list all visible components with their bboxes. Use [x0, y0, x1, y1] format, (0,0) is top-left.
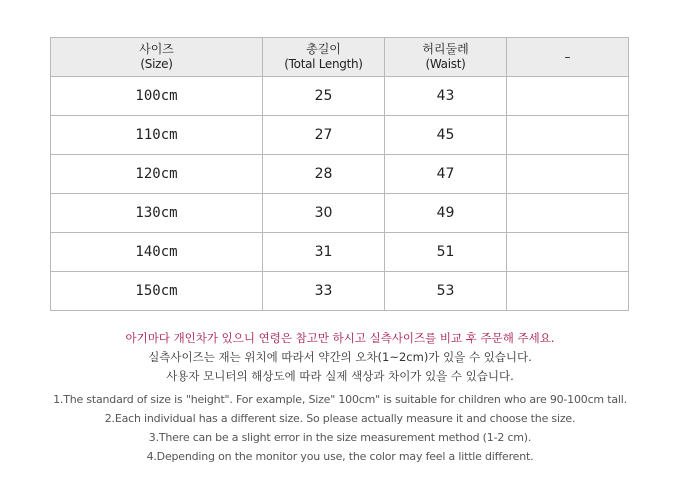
header-total-length-main: 총길이: [306, 42, 341, 56]
note-ko-2: 실측사이즈는 재는 위치에 따라서 약간의 오차(1~2cm)가 있을 수 있습니다.: [148, 350, 532, 364]
cell-size: 120cm: [51, 155, 263, 194]
note-en-2: 2.Each individual has a different size. So please actually measure it and choose the size.: [104, 412, 576, 425]
header-waist: [385, 38, 507, 77]
cell-empty: [507, 155, 629, 194]
cell-size: 150cm: [51, 272, 263, 311]
cell-size: 110cm: [51, 116, 263, 155]
cell-total-length: 31: [263, 233, 385, 272]
table-row: [51, 77, 629, 116]
cell-size: 100cm: [51, 77, 263, 116]
korean-notes: [0, 329, 680, 386]
cell-empty: [507, 233, 629, 272]
header-size-main: 사이즈: [139, 42, 174, 56]
english-notes: [0, 390, 680, 466]
cell-waist: 45: [385, 116, 507, 155]
cell-total-length: 30: [263, 194, 385, 233]
cell-empty: [507, 77, 629, 116]
cell-size: 130cm: [51, 194, 263, 233]
note-ko-3: 사용자 모니터의 해상도에 따라 실제 색상과 차이가 있을 수 있습니다.: [166, 369, 514, 383]
header-total-length-sub: (Total Length): [284, 57, 363, 71]
size-chart-table: [50, 37, 629, 311]
cell-waist: 51: [385, 233, 507, 272]
table-row: [51, 194, 629, 233]
header-empty: [507, 38, 629, 77]
cell-empty: [507, 194, 629, 233]
note-ko-1: 아기마다 개인차가 있으니 연령은 참고만 하시고 실측사이즈를 비교 후 주문해 주세요.: [125, 331, 555, 345]
note-en-4: 4.Depending on the monitor you use, the color may feel a little different.: [146, 450, 534, 463]
cell-waist: 47: [385, 155, 507, 194]
table-row: [51, 233, 629, 272]
header-total-length: [263, 38, 385, 77]
table-row: [51, 116, 629, 155]
table-header-row: [51, 38, 629, 77]
note-en-1: 1.The standard of size is "height". For example, Size" 100cm" is suitable for children who are 90-100cm tall.: [53, 393, 627, 406]
table-row: [51, 155, 629, 194]
header-size: [51, 38, 263, 77]
cell-waist: 49: [385, 194, 507, 233]
cell-waist: 43: [385, 77, 507, 116]
cell-total-length: 25: [263, 77, 385, 116]
cell-total-length: 33: [263, 272, 385, 311]
header-empty-main: –: [564, 49, 571, 64]
table-row: [51, 272, 629, 311]
note-en-3: 3.There can be a slight error in the size measurement method (1-2 cm).: [148, 431, 532, 444]
header-waist-main: 허리둘레: [422, 42, 469, 56]
cell-size: 140cm: [51, 233, 263, 272]
header-waist-sub: (Waist): [425, 57, 466, 71]
cell-empty: [507, 116, 629, 155]
cell-empty: [507, 272, 629, 311]
header-size-sub: (Size): [140, 57, 173, 71]
cell-total-length: 27: [263, 116, 385, 155]
cell-waist: 53: [385, 272, 507, 311]
cell-total-length: 28: [263, 155, 385, 194]
